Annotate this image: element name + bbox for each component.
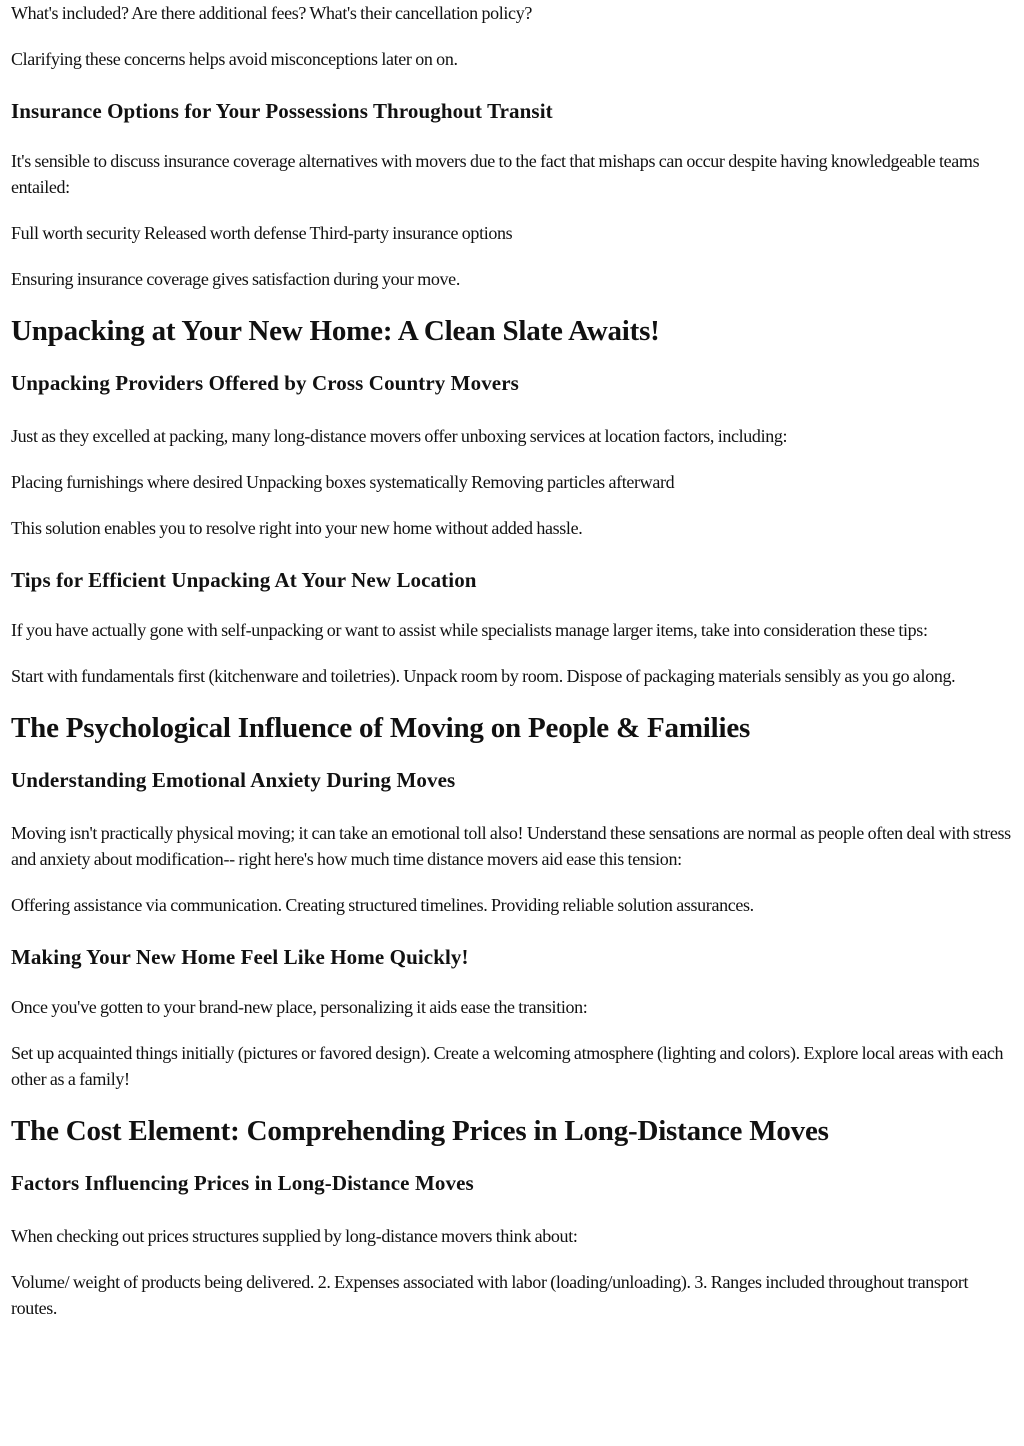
paragraph-personalizing-list: Set up acquainted things initially (pictures or favored design). Create a welcoming atmosphere (lighting and colors). Explore local areas with each other as a family! — [11, 1043, 1004, 1089]
paragraph-unboxing-services: Just as they excelled at packing, many long-distance movers offer unboxing services at location factors, including: — [11, 426, 788, 446]
heading-cost-element: The Cost Element: Comprehending Prices in Long-Distance Moves — [11, 1115, 829, 1147]
paragraph-insurance-satisfaction: Ensuring insurance coverage gives satisfaction during your move. — [11, 269, 460, 289]
paragraph-assistance-list: Offering assistance via communication. Creating structured timelines. Providing reliable solution assurances. — [11, 895, 754, 915]
heading-factors-prices: Factors Influencing Prices in Long-Distance Moves — [11, 1171, 474, 1195]
heading-unpacking-new-home: Unpacking at Your New Home: A Clean Slate Awaits! — [11, 315, 660, 347]
paragraph-unpacking-solution: This solution enables you to resolve right into your new home without added hassle. — [11, 518, 583, 538]
paragraph-price-structures: When checking out prices structures supplied by long-distance movers think about: — [11, 1226, 578, 1246]
heading-feel-like-home: Making Your New Home Feel Like Home Quickly! — [11, 945, 469, 969]
heading-emotional-anxiety: Understanding Emotional Anxiety During Moves — [11, 768, 456, 792]
paragraph-self-unpacking: If you have actually gone with self-unpacking or want to assist while specialists manage larger items, take into consideration these tips: — [11, 620, 928, 640]
paragraph-price-factors-list: Volume/ weight of products being delivered. 2. Expenses associated with labor (loading/unloading). 3. Ranges included throughout transport routes. — [11, 1272, 969, 1318]
heading-psychological-influence: The Psychological Influence of Moving on People & Families — [11, 712, 751, 744]
heading-unpacking-providers: Unpacking Providers Offered by Cross Country Movers — [11, 371, 519, 395]
heading-insurance-options: Insurance Options for Your Possessions Throughout Transit — [11, 99, 553, 123]
paragraph-unpacking-list: Placing furnishings where desired Unpacking boxes systematically Removing particles afterward — [11, 472, 675, 492]
paragraph-personalizing: Once you've gotten to your brand-new place, personalizing it aids ease the transition: — [11, 997, 588, 1017]
paragraph-insurance-list: Full worth security Released worth defense Third-party insurance options — [11, 223, 513, 243]
paragraph-clarifying-concerns: Clarifying these concerns helps avoid misconceptions later on on. — [11, 49, 458, 69]
paragraph-insurance-discussion: It's sensible to discuss insurance coverage alternatives with movers due to the fact that mishaps can occur despite having knowledgeable teams entailed: — [11, 151, 980, 197]
paragraph-included-fees: What's included? Are there additional fees? What's their cancellation policy? — [11, 3, 532, 23]
paragraph-unpacking-tips-list: Start with fundamentals first (kitchenware and toiletries). Unpack room by room. Dispose of packaging materials sensibly as you go along. — [11, 666, 956, 686]
paragraph-emotional-toll: Moving isn't practically physical moving; it can take an emotional toll also! Understand these sensations are normal as people often deal with stress and anxiety about modification-- right here's how much time distance movers aid ease this tension: — [11, 823, 1011, 869]
heading-unpacking-tips: Tips for Efficient Unpacking At Your New Location — [11, 568, 477, 592]
